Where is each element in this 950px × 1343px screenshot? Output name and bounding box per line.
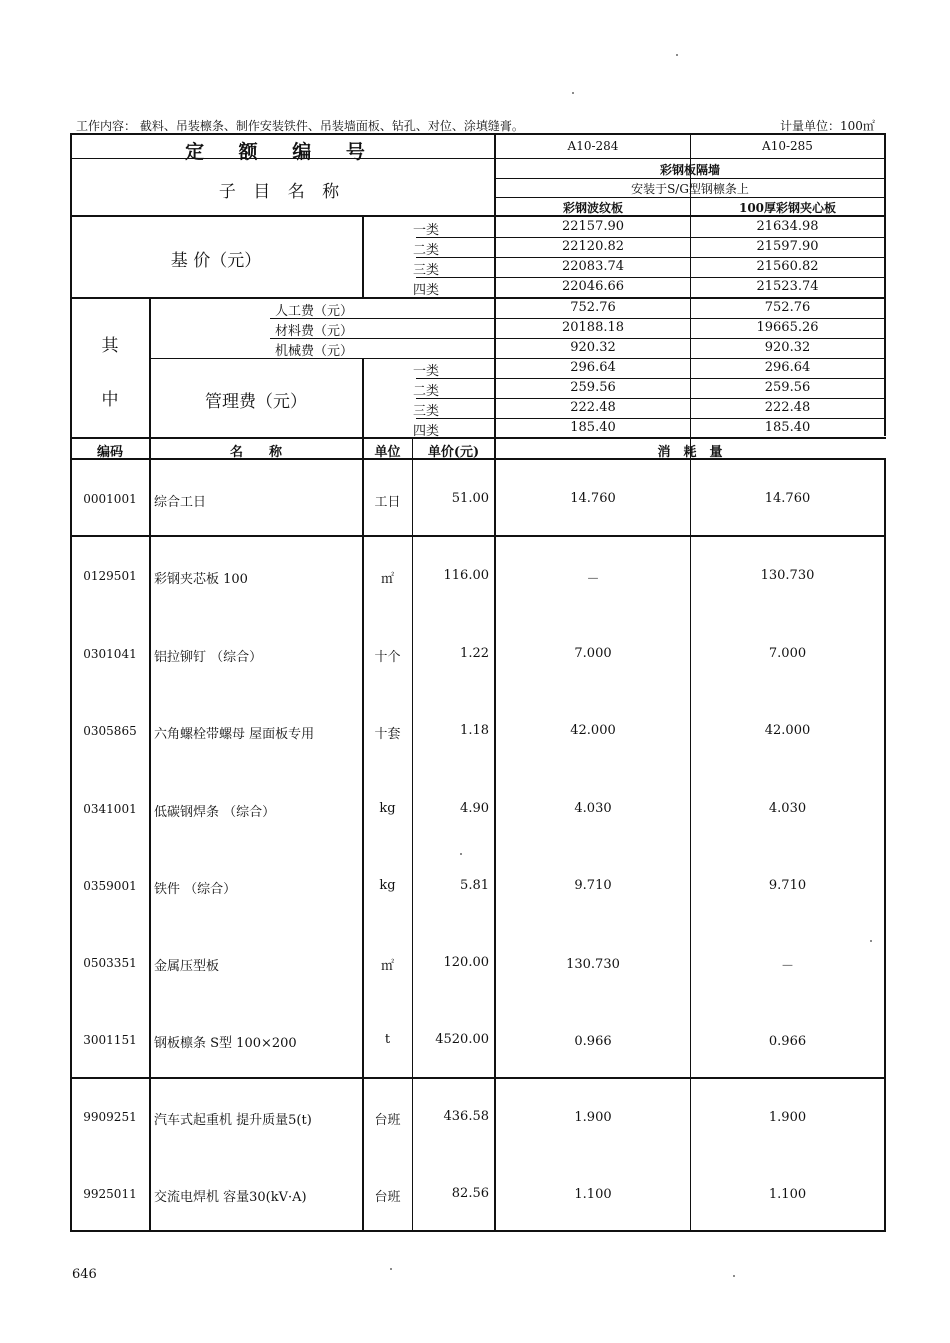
base-price-label: 基 价（元） [170,251,262,271]
detail-price-header: 单价(元) [427,445,480,460]
mgmt-col2-2: 259.56 [764,380,811,395]
row-code: 0341001 [83,802,137,816]
row-col2: 9.710 [768,878,807,893]
material-cost-label: 材料费（元） [275,324,354,339]
row-name: 铁件 （综合） [154,882,237,897]
row-price: 82.56 [451,1186,489,1201]
labor-cost-col2: 752.76 [764,300,811,315]
row-col2: 1.100 [768,1187,807,1202]
row-name: 交流电焊机 容量30(kV·A) [154,1190,307,1205]
base-col1-2: 22120.82 [561,239,625,254]
row-col1: 14.760 [570,491,616,506]
base-class-3: 三类 [413,263,440,278]
row-unit: 台班 [374,1113,401,1128]
measure-unit-text: 计量单位：100㎡ [780,119,875,133]
mgmt-class-4: 四类 [413,424,440,439]
mgmt-col1-1: 296.64 [570,360,616,375]
row-col2: 1.900 [768,1110,807,1125]
row-price: 120.00 [443,955,489,970]
among-label-top: 其 [101,336,119,356]
row-col1: 0.966 [574,1034,612,1049]
row-unit: ㎡ [380,959,394,974]
base-col2-2: 21597.90 [756,239,819,254]
detail-consumption-header: 消 耗 量 [657,445,723,460]
base-class-1: 一类 [413,223,440,238]
row-code: 0305865 [83,724,137,738]
base-col2-4: 21523.74 [756,279,819,294]
row-unit: kg [379,878,396,893]
detail-name-header: 名 称 [229,445,282,460]
base-class-2: 二类 [413,243,440,258]
row-price: 1.22 [460,646,489,661]
mgmt-class-1: 一类 [413,364,440,379]
row-code: 0001001 [83,492,137,506]
labor-cost-col1: 752.76 [570,300,616,315]
row-name: 钢板檩条 S型 100×200 [154,1036,297,1051]
row-name: 低碳钢焊条 （综合） [154,805,276,820]
row-code: 0503351 [83,956,137,970]
base-class-4: 四类 [413,283,440,298]
mgmt-col2-4: 185.40 [764,420,811,435]
row-col2: 130.730 [760,568,815,583]
row-name: 金属压型板 [154,959,220,974]
management-fee-label: 管理费（元） [205,392,307,412]
row-name: 汽车式起重机 提升质量5(t) [154,1113,312,1128]
group-subtitle: 安装于S/G型钢檩条上 [631,182,749,196]
group-title: 彩钢板隔墙 [659,163,720,177]
base-col2-3: 21560.82 [756,259,819,274]
material-cost-col2: 19665.26 [756,320,819,335]
row-col1: 130.730 [566,957,620,972]
row-col1: 4.030 [574,801,612,816]
scan-speck [676,54,678,56]
row-unit: 工日 [374,495,401,510]
row-col1: 7.000 [574,646,612,661]
row-code: 9925011 [83,1187,137,1201]
row-unit: 台班 [374,1190,401,1205]
labor-cost-label: 人工费（元） [275,304,354,319]
row-price: 4.90 [460,801,489,816]
row-price: 116.00 [443,568,489,583]
row-price: 1.18 [460,723,489,738]
row-name: 彩钢夹芯板 100 [154,572,248,587]
mgmt-col1-4: 185.40 [570,420,616,435]
among-label-bottom: 中 [101,390,119,410]
detail-unit-header: 单位 [374,445,401,460]
page-number: 646 [72,1267,97,1282]
row-unit: kg [379,801,396,816]
machine-cost-col2: 920.32 [764,340,811,355]
row-name: 六角螺栓带螺母 屋面板专用 [154,727,315,742]
scan-speck [733,1275,735,1277]
mgmt-col2-3: 222.48 [764,400,811,415]
row-code: 0359001 [83,879,137,893]
row-code: 9909251 [83,1110,137,1124]
quota-table [70,133,886,1232]
detail-code-header: 编码 [96,445,123,460]
quota-code-col1: A10-284 [567,139,619,153]
column-name-col2: 100厚彩钢夹心板 [738,201,837,215]
column-name-col1: 彩钢波纹板 [562,201,623,215]
row-col1: 1.100 [574,1187,612,1202]
material-cost-col1: 20188.18 [561,320,625,335]
row-price: 436.58 [443,1109,489,1124]
quota-number-label: 定 额 编 号 [185,141,379,163]
row-price: 51.00 [451,491,489,506]
base-col2-1: 21634.98 [756,219,819,234]
row-unit: t [384,1032,391,1047]
row-name: 铝拉铆钉 （综合） [154,650,263,665]
row-unit: 十个 [374,650,401,665]
row-code: 0129501 [83,569,137,583]
scan-speck [460,853,462,855]
quota-code-col2: A10-285 [762,139,813,153]
machine-cost-col1: 920.32 [570,340,616,355]
scan-speck [390,1268,392,1270]
scan-speck [572,92,574,94]
row-col2: 7.000 [768,646,807,661]
row-code: 0301041 [83,647,137,661]
row-col2: 14.760 [764,491,811,506]
row-name: 综合工日 [154,495,207,510]
mgmt-col1-3: 222.48 [570,400,616,415]
row-col2: － [780,959,794,974]
machine-cost-label: 机械费（元） [275,344,354,359]
row-col1: － [586,572,600,587]
row-code: 3001151 [83,1033,137,1047]
work-content-text: 工作内容： 截料、吊装檩条、制作安装铁件、吊装墙面板、钻孔、对位、涂填缝膏。 [76,119,524,133]
row-col2: 42.000 [764,723,811,738]
row-price: 5.81 [460,878,489,893]
row-col1: 9.710 [574,878,612,893]
item-name-label: 子 目 名 称 [218,182,346,202]
base-col1-3: 22083.74 [561,259,625,274]
row-col1: 42.000 [570,723,616,738]
mgmt-col1-2: 259.56 [570,380,616,395]
row-col2: 0.966 [768,1034,807,1049]
base-col1-4: 22046.66 [561,279,625,294]
mgmt-col2-1: 296.64 [764,360,811,375]
row-col1: 1.900 [574,1110,612,1125]
base-col1-1: 22157.90 [561,219,625,234]
row-price: 4520.00 [435,1032,489,1047]
row-unit: 十套 [374,727,401,742]
mgmt-class-3: 三类 [413,404,440,419]
row-col2: 4.030 [768,801,807,816]
row-unit: ㎡ [380,572,394,587]
mgmt-class-2: 二类 [413,384,440,399]
scan-speck [870,940,872,942]
